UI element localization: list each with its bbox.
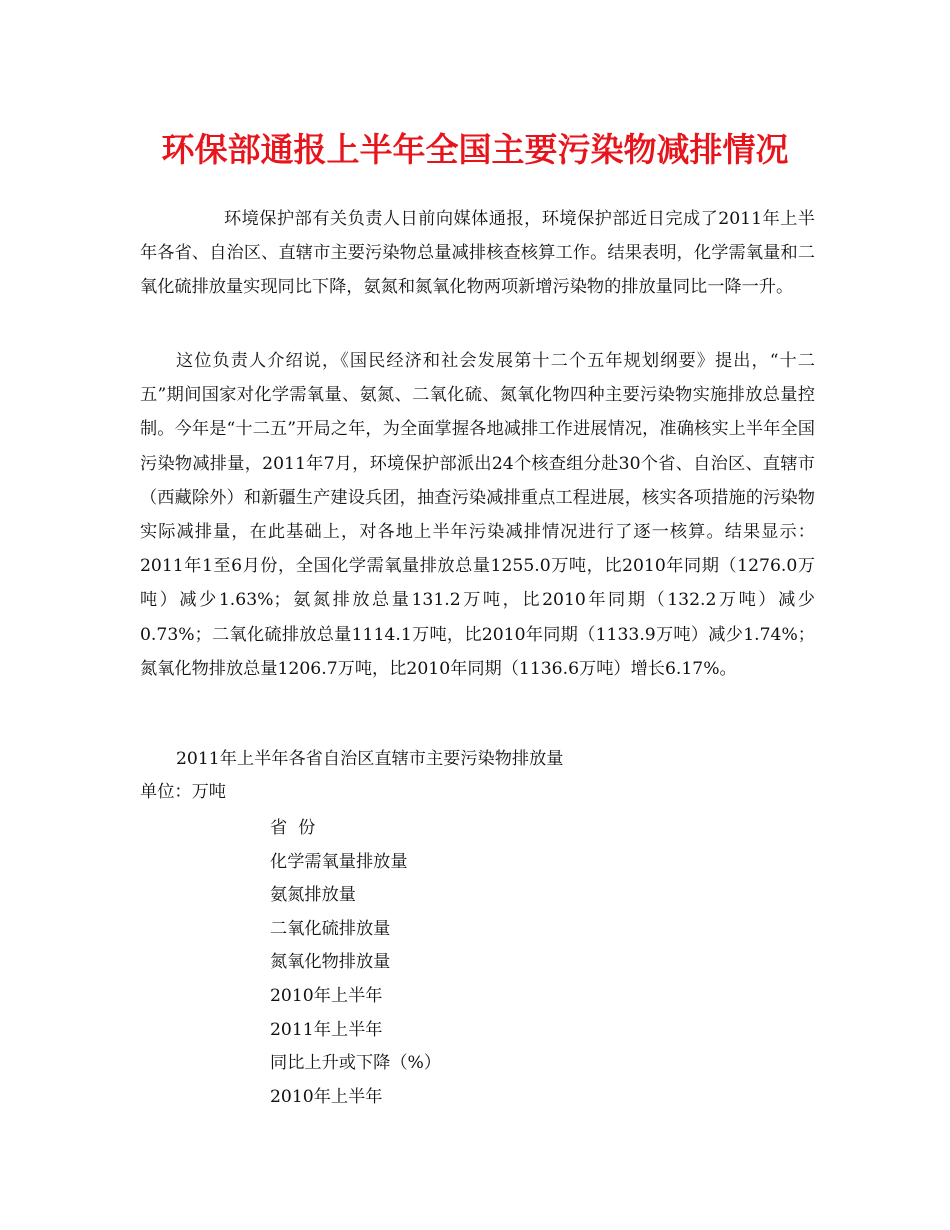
table-header-cell: 二氧化硫排放量 [270,918,391,939]
table-header-cell: 化学需氧量排放量 [270,851,408,872]
table-header-cell: 同比上升或下降（%） [270,1053,442,1074]
table-header-cell: 氨氮排放量 [270,885,356,906]
table-header-list [270,812,441,1114]
table-header-cell: 2011年上半年 [270,1019,383,1040]
table-header-cell: 2010年上半年 [270,1086,383,1107]
table-header-cell: 2010年上半年 [270,985,383,1006]
unit-label: 单位：万吨 [140,782,226,802]
paragraph-intro: 环境保护部有关负责人日前向媒体通报，环境保护部近日完成了2011年上半年各省、自治区、直辖市主要污染物总量减排核查核算工作。结果表明，化学需氧量和二氧化硫排放量实现同比下降，氨氮和氮氧化物两项新增污染物的排放量同比一降一升。 [140,209,815,298]
table-caption: 2011年上半年各省自治区直辖市主要污染物排放量 [176,749,564,769]
document-title: 环保部通报上半年全国主要污染物减排情况 [161,130,789,169]
table-header-cell: 氮氧化物排放量 [270,952,391,973]
table-header-cell: 省 份 [270,818,316,838]
paragraph-details: 这位负责人介绍说，《国民经济和社会发展第十二个五年规划纲要》提出，“十二五”期间国家对化学需氧量、氨氮、二氧化硫、氮氧化物四种主要污染物实施排放总量控制。今年是“十二五”开局之年，为全面掌握各地减排工作进展情况，准确核实上半年全国污染物减排量，2011年7月，环境保护部派出24个核查组分赴30个省、自治区、直辖市（西藏除外）和新疆生产建设兵团，抽查污染减排重点工程进展，核实各项措施的污染物实际减排量，在此基础上，对各地上半年污染减排情况进行了逐一核算。结果显示：2011年1至6月份，全国化学需氧量排放总量1255.0万吨，比2010年同期（1276.0万吨）减少1.63%；氨氮排放总量131.2万吨，比2010年同期（132.2万吨）减少0.73%；二氧化硫排放总量1114.1万吨，比2010年同期（1133.9万吨）减少1.74%；氮氧化物排放总量1206.7万吨，比2010年同期（1136.6万吨）增长6.17%。 [140,351,815,679]
